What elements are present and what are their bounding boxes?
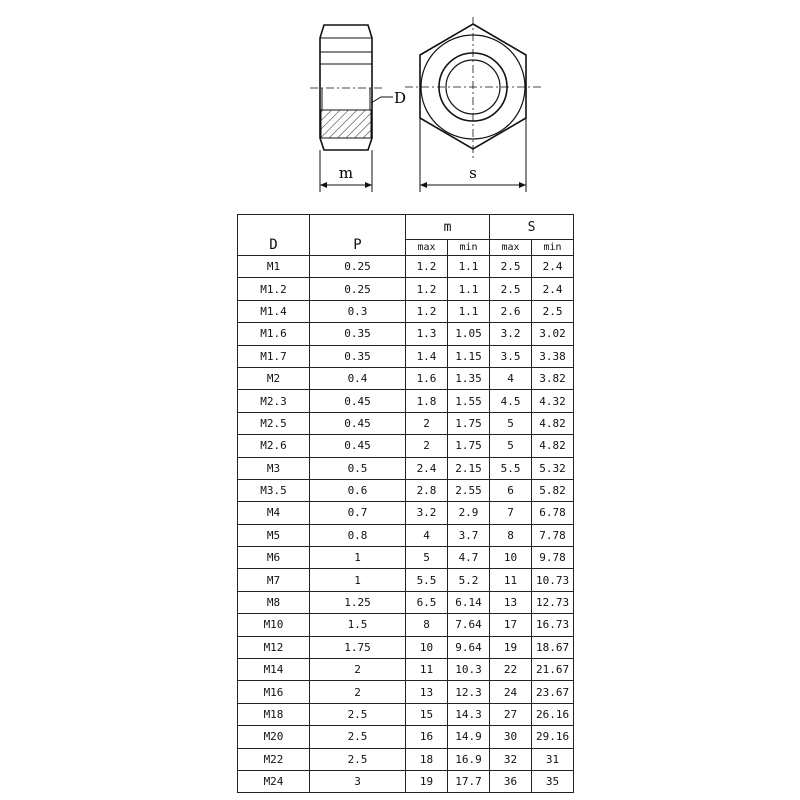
s-min-cell: 2.4 bbox=[532, 256, 574, 278]
m-max-cell: 3.2 bbox=[406, 502, 448, 524]
m-max-cell: 16 bbox=[406, 726, 448, 748]
table-row bbox=[238, 748, 574, 770]
table-row bbox=[238, 569, 574, 591]
m-max-cell: 11 bbox=[406, 659, 448, 681]
m-min-cell: 2.55 bbox=[448, 479, 490, 501]
pitch-cell: 2.5 bbox=[310, 703, 406, 725]
m-min-cell: 5.2 bbox=[448, 569, 490, 591]
table-row bbox=[238, 770, 574, 792]
s-max-cell: 2.5 bbox=[490, 278, 532, 300]
table-row bbox=[238, 278, 574, 300]
m-max-cell: 1.2 bbox=[406, 256, 448, 278]
m-max-cell: 1.6 bbox=[406, 367, 448, 389]
m-max-cell: 2 bbox=[406, 412, 448, 434]
pitch-cell: 1.75 bbox=[310, 636, 406, 658]
s-min-cell: 12.73 bbox=[532, 591, 574, 613]
label-s: s bbox=[469, 164, 477, 182]
table-row bbox=[238, 435, 574, 457]
m-min-cell: 6.14 bbox=[448, 591, 490, 613]
header-s-max: max bbox=[490, 240, 532, 256]
m-min-cell: 17.7 bbox=[448, 770, 490, 792]
s-min-cell: 5.82 bbox=[532, 479, 574, 501]
header-S: S bbox=[490, 215, 574, 240]
m-min-cell: 12.3 bbox=[448, 681, 490, 703]
pitch-cell: 0.7 bbox=[310, 502, 406, 524]
m-min-cell: 16.9 bbox=[448, 748, 490, 770]
m-min-cell: 3.7 bbox=[448, 524, 490, 546]
table-row bbox=[238, 300, 574, 322]
m-min-cell: 2.15 bbox=[448, 457, 490, 479]
m-min-cell: 1.1 bbox=[448, 256, 490, 278]
m-max-cell: 1.8 bbox=[406, 390, 448, 412]
s-max-cell: 4 bbox=[490, 367, 532, 389]
size-cell: M5 bbox=[238, 524, 310, 546]
pitch-cell: 1 bbox=[310, 547, 406, 569]
table-row bbox=[238, 659, 574, 681]
s-max-cell: 8 bbox=[490, 524, 532, 546]
s-min-cell: 2.4 bbox=[532, 278, 574, 300]
s-max-cell: 2.5 bbox=[490, 256, 532, 278]
m-min-cell: 9.64 bbox=[448, 636, 490, 658]
size-cell: M2 bbox=[238, 367, 310, 389]
m-min-cell: 1.1 bbox=[448, 278, 490, 300]
size-cell: M2.3 bbox=[238, 390, 310, 412]
size-cell: M20 bbox=[238, 726, 310, 748]
s-max-cell: 6 bbox=[490, 479, 532, 501]
s-max-cell: 10 bbox=[490, 547, 532, 569]
s-min-cell: 4.82 bbox=[532, 412, 574, 434]
m-min-cell: 1.35 bbox=[448, 367, 490, 389]
s-min-cell: 31 bbox=[532, 748, 574, 770]
size-cell: M3 bbox=[238, 457, 310, 479]
pitch-cell: 0.8 bbox=[310, 524, 406, 546]
pitch-cell: 1.25 bbox=[310, 591, 406, 613]
m-min-cell: 4.7 bbox=[448, 547, 490, 569]
hex-nut-drawing bbox=[0, 0, 800, 205]
pitch-cell: 2 bbox=[310, 681, 406, 703]
table-row bbox=[238, 703, 574, 725]
m-max-cell: 2.4 bbox=[406, 457, 448, 479]
s-min-cell: 10.73 bbox=[532, 569, 574, 591]
s-max-cell: 24 bbox=[490, 681, 532, 703]
header-m: m bbox=[406, 215, 490, 240]
size-cell: M8 bbox=[238, 591, 310, 613]
table-row bbox=[238, 457, 574, 479]
s-min-cell: 4.82 bbox=[532, 435, 574, 457]
table-row bbox=[238, 591, 574, 613]
pitch-cell: 0.4 bbox=[310, 367, 406, 389]
s-min-cell: 26.16 bbox=[532, 703, 574, 725]
table-row bbox=[238, 681, 574, 703]
s-min-cell: 21.67 bbox=[532, 659, 574, 681]
size-cell: M7 bbox=[238, 569, 310, 591]
pitch-cell: 0.35 bbox=[310, 323, 406, 345]
m-max-cell: 6.5 bbox=[406, 591, 448, 613]
s-max-cell: 30 bbox=[490, 726, 532, 748]
size-cell: M3.5 bbox=[238, 479, 310, 501]
size-cell: M1.2 bbox=[238, 278, 310, 300]
label-D: D bbox=[394, 89, 407, 107]
s-min-cell: 16.73 bbox=[532, 614, 574, 636]
pitch-cell: 0.45 bbox=[310, 435, 406, 457]
m-max-cell: 1.3 bbox=[406, 323, 448, 345]
hatched-section bbox=[321, 110, 371, 138]
header-m-min: min bbox=[448, 240, 490, 256]
table-row bbox=[238, 390, 574, 412]
s-min-cell: 5.32 bbox=[532, 457, 574, 479]
size-cell: M1.7 bbox=[238, 345, 310, 367]
pitch-cell: 2.5 bbox=[310, 726, 406, 748]
pitch-cell: 0.45 bbox=[310, 390, 406, 412]
m-max-cell: 4 bbox=[406, 524, 448, 546]
size-cell: M2.5 bbox=[238, 412, 310, 434]
pitch-cell: 1.5 bbox=[310, 614, 406, 636]
s-max-cell: 5 bbox=[490, 435, 532, 457]
s-max-cell: 32 bbox=[490, 748, 532, 770]
s-min-cell: 3.82 bbox=[532, 367, 574, 389]
m-min-cell: 1.75 bbox=[448, 412, 490, 434]
size-cell: M1 bbox=[238, 256, 310, 278]
s-max-cell: 19 bbox=[490, 636, 532, 658]
s-min-cell: 2.5 bbox=[532, 300, 574, 322]
m-max-cell: 5.5 bbox=[406, 569, 448, 591]
size-cell: M12 bbox=[238, 636, 310, 658]
size-cell: M16 bbox=[238, 681, 310, 703]
m-max-cell: 1.4 bbox=[406, 345, 448, 367]
s-min-cell: 29.16 bbox=[532, 726, 574, 748]
header-s-min: min bbox=[532, 240, 574, 256]
header-m-max: max bbox=[406, 240, 448, 256]
table-row bbox=[238, 502, 574, 524]
pitch-cell: 1 bbox=[310, 569, 406, 591]
m-max-cell: 13 bbox=[406, 681, 448, 703]
hex-nut-dimension-table bbox=[237, 214, 574, 793]
m-min-cell: 1.15 bbox=[448, 345, 490, 367]
s-min-cell: 23.67 bbox=[532, 681, 574, 703]
s-max-cell: 7 bbox=[490, 502, 532, 524]
size-cell: M18 bbox=[238, 703, 310, 725]
m-max-cell: 18 bbox=[406, 748, 448, 770]
m-max-cell: 1.2 bbox=[406, 278, 448, 300]
pitch-cell: 0.25 bbox=[310, 278, 406, 300]
s-max-cell: 36 bbox=[490, 770, 532, 792]
table-row bbox=[238, 547, 574, 569]
s-min-cell: 4.32 bbox=[532, 390, 574, 412]
m-min-cell: 1.05 bbox=[448, 323, 490, 345]
s-max-cell: 27 bbox=[490, 703, 532, 725]
size-cell: M10 bbox=[238, 614, 310, 636]
s-min-cell: 18.67 bbox=[532, 636, 574, 658]
table-row bbox=[238, 726, 574, 748]
m-max-cell: 1.2 bbox=[406, 300, 448, 322]
m-max-cell: 5 bbox=[406, 547, 448, 569]
m-min-cell: 2.9 bbox=[448, 502, 490, 524]
size-cell: M22 bbox=[238, 748, 310, 770]
pitch-cell: 0.6 bbox=[310, 479, 406, 501]
table-row bbox=[238, 524, 574, 546]
m-max-cell: 2.8 bbox=[406, 479, 448, 501]
s-max-cell: 11 bbox=[490, 569, 532, 591]
table-row bbox=[238, 256, 574, 278]
size-cell: M24 bbox=[238, 770, 310, 792]
table-row bbox=[238, 479, 574, 501]
table-row bbox=[238, 345, 574, 367]
s-min-cell: 3.02 bbox=[532, 323, 574, 345]
s-max-cell: 3.5 bbox=[490, 345, 532, 367]
m-min-cell: 14.9 bbox=[448, 726, 490, 748]
size-cell: M4 bbox=[238, 502, 310, 524]
pitch-cell: 0.25 bbox=[310, 256, 406, 278]
s-min-cell: 3.38 bbox=[532, 345, 574, 367]
s-max-cell: 22 bbox=[490, 659, 532, 681]
s-min-cell: 35 bbox=[532, 770, 574, 792]
pitch-cell: 0.35 bbox=[310, 345, 406, 367]
pitch-cell: 0.3 bbox=[310, 300, 406, 322]
table-row bbox=[238, 367, 574, 389]
pitch-cell: 3 bbox=[310, 770, 406, 792]
s-min-cell: 6.78 bbox=[532, 502, 574, 524]
size-cell: M1.6 bbox=[238, 323, 310, 345]
s-max-cell: 4.5 bbox=[490, 390, 532, 412]
table-row bbox=[238, 614, 574, 636]
pitch-cell: 2 bbox=[310, 659, 406, 681]
m-max-cell: 10 bbox=[406, 636, 448, 658]
m-min-cell: 1.55 bbox=[448, 390, 490, 412]
s-max-cell: 5 bbox=[490, 412, 532, 434]
m-min-cell: 1.1 bbox=[448, 300, 490, 322]
header-D: D bbox=[238, 215, 310, 256]
s-max-cell: 17 bbox=[490, 614, 532, 636]
table-row bbox=[238, 636, 574, 658]
table-row bbox=[238, 412, 574, 434]
label-m: m bbox=[338, 164, 354, 182]
s-max-cell: 13 bbox=[490, 591, 532, 613]
m-min-cell: 7.64 bbox=[448, 614, 490, 636]
table-row bbox=[238, 323, 574, 345]
s-max-cell: 2.6 bbox=[490, 300, 532, 322]
pitch-cell: 0.45 bbox=[310, 412, 406, 434]
size-cell: M14 bbox=[238, 659, 310, 681]
s-min-cell: 7.78 bbox=[532, 524, 574, 546]
size-cell: M1.4 bbox=[238, 300, 310, 322]
pitch-cell: 0.5 bbox=[310, 457, 406, 479]
m-min-cell: 1.75 bbox=[448, 435, 490, 457]
s-max-cell: 3.2 bbox=[490, 323, 532, 345]
header-P: P bbox=[310, 215, 406, 256]
s-max-cell: 5.5 bbox=[490, 457, 532, 479]
size-cell: M2.6 bbox=[238, 435, 310, 457]
pitch-cell: 2.5 bbox=[310, 748, 406, 770]
m-max-cell: 15 bbox=[406, 703, 448, 725]
m-min-cell: 14.3 bbox=[448, 703, 490, 725]
m-min-cell: 10.3 bbox=[448, 659, 490, 681]
m-max-cell: 2 bbox=[406, 435, 448, 457]
s-min-cell: 9.78 bbox=[532, 547, 574, 569]
size-cell: M6 bbox=[238, 547, 310, 569]
m-max-cell: 19 bbox=[406, 770, 448, 792]
m-max-cell: 8 bbox=[406, 614, 448, 636]
